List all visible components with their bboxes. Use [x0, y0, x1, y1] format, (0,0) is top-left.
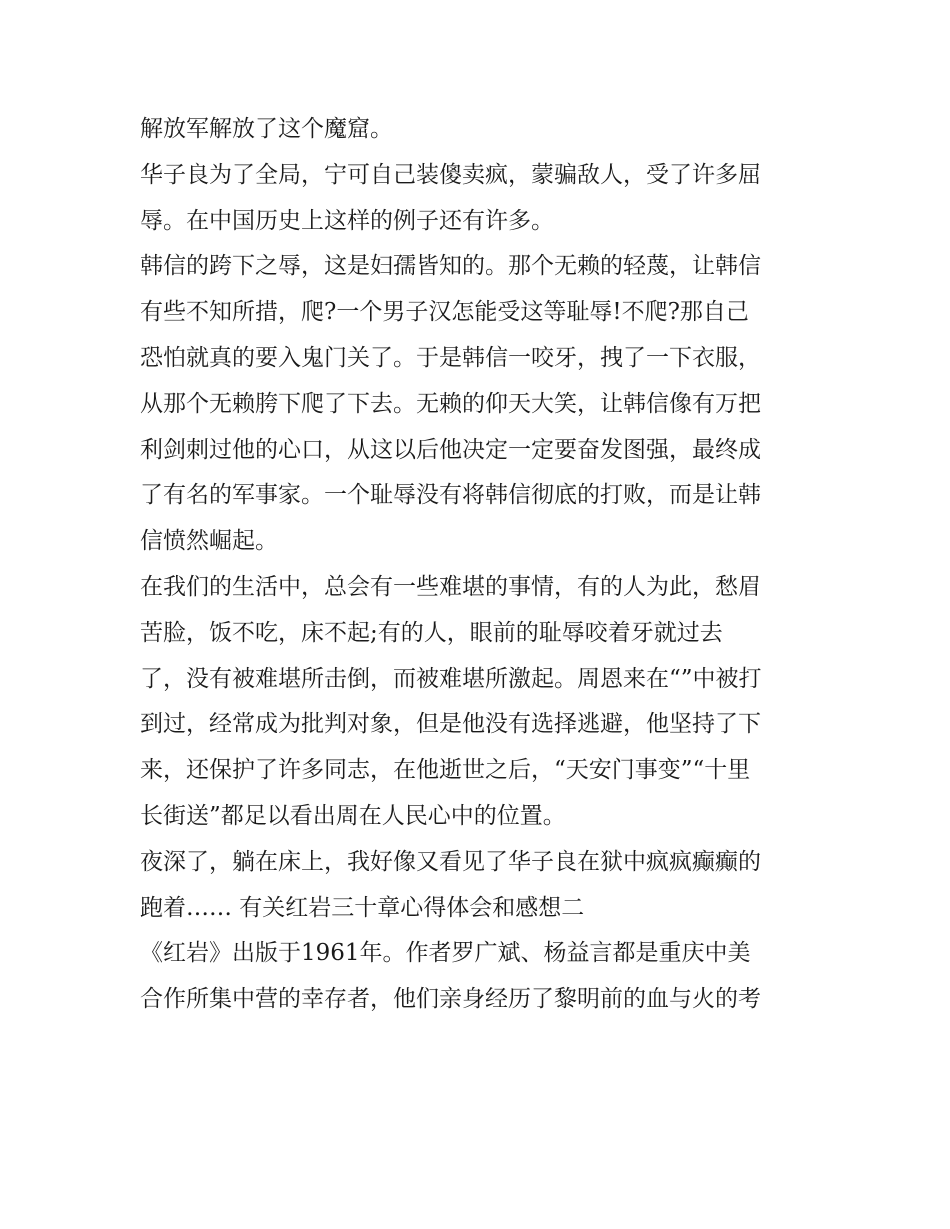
text-line: 利剑刺过他的心口，从这以后他决定一定要奋发图强，最终成 — [140, 436, 761, 463]
text-line: 有些不知所措，爬?一个男子汉怎能受这等耻辱!不爬?那自己 — [140, 299, 749, 326]
text-line: 从那个无赖胯下爬了下去。无赖的仰天大笑，让韩信像有万把 — [140, 390, 761, 417]
text-line: 恐怕就真的要入鬼门关了。于是韩信一咬牙，拽了一下衣服， — [140, 344, 761, 371]
text-line: 辱。在中国历史上这样的例子还有许多。 — [140, 207, 554, 234]
text-line: 了有名的军事家。一个耻辱没有将韩信彻底的打败，而是让韩 — [140, 482, 761, 509]
text-line: 来，还保护了许多同志，在他逝世之后，“天安门事变”“十里 — [140, 757, 751, 784]
text-line: 合作所集中营的幸存者，他们亲身经历了黎明前的血与火的考 — [140, 986, 761, 1013]
text-line: 韩信的跨下之辱，这是妇孺皆知的。那个无赖的轻蔑，让韩信 — [140, 253, 761, 280]
text-line: 夜深了，躺在床上，我好像又看见了华子良在狱中疯疯癫癫的 — [140, 848, 761, 875]
text-line: 在我们的生活中，总会有一些难堪的事情，有的人为此，愁眉 — [140, 573, 761, 600]
document-body — [140, 107, 820, 1023]
text-line: 信愤然崛起。 — [140, 528, 278, 555]
text-line: 解放军解放了这个魔窟。 — [140, 116, 393, 142]
text-line: 苦脸，饭不吃，床不起;有的人，眼前的耻辱咬着牙就过去 — [140, 619, 723, 646]
text-line: 长街送”都足以看出周在人民心中的位置。 — [140, 802, 566, 829]
text-line: 跑着…… 有关红岩三十章心得体会和感想二 — [140, 894, 585, 921]
text-line: 了，没有被难堪所击倒，而被难堪所激起。周恩来在“”中被打 — [140, 665, 762, 692]
text-line: 到过，经常成为批判对象，但是他没有选择逃避，他坚持了下 — [140, 711, 761, 738]
text-line: 《红岩》出版于1961年。作者罗广斌、杨益言都是重庆中美 — [140, 940, 751, 967]
text-line: 华子良为了全局，宁可自己装傻卖疯，蒙骗敌人，受了许多屈 — [140, 161, 761, 188]
